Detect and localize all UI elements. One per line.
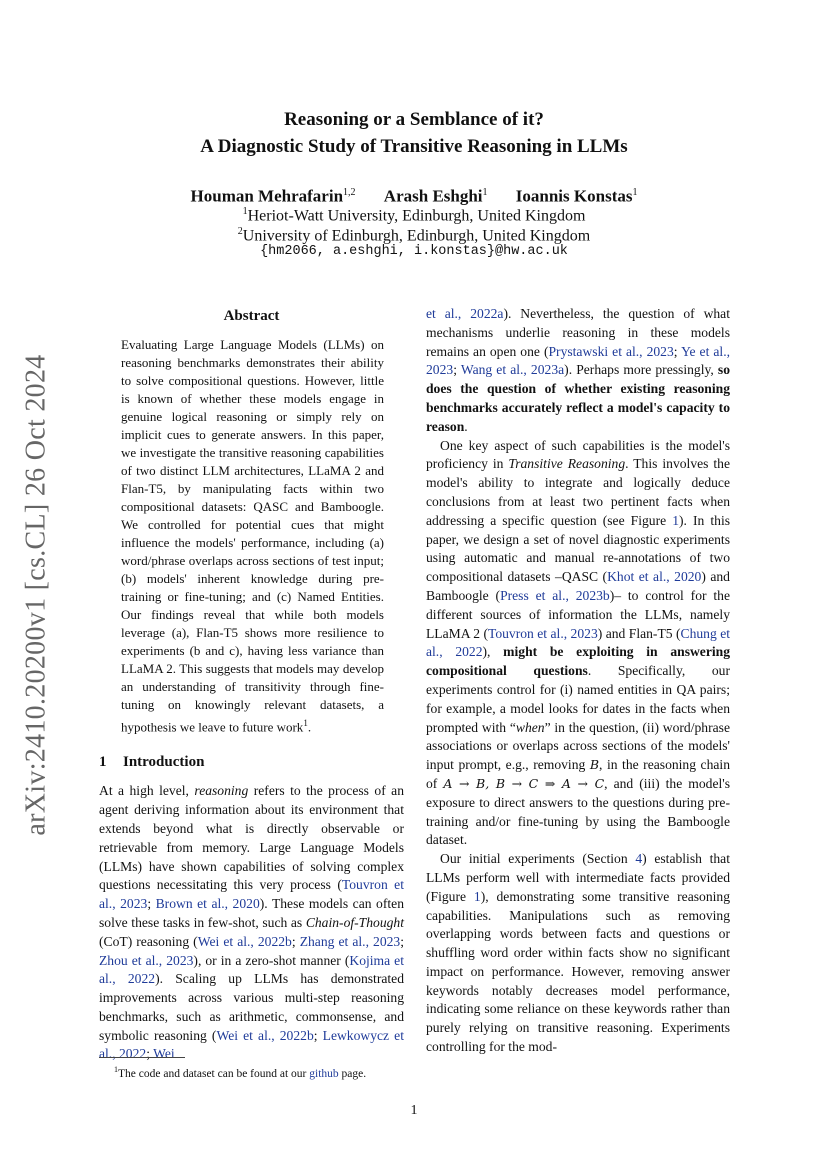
citation-separator: ; [291,933,300,949]
section-heading-introduction [99,752,404,772]
citation-link[interactable]: Kojima et al., 2022 [99,952,404,987]
arxiv-stamp [12,354,62,836]
abstract-body: Evaluating Large Language Models (LLMs) on reasoning benchmarks demonstrates their ability to solve compositional questions. However, little is known of whether these models engage in genuine logical reasoning or simply rely on implicit cues to generate answers. In this paper, we investigate the transitive reasoning capabilities of two distinct LLM architectures, LLaMA 2 and Flan-T5, by manipulating facts within two compositional datasets: QASC and Bamboogle. We controlled for potential cues that might influence the models' performance, including (a) word/phrase overlaps across sections of test input; (b) models' inherent knowledge during pre-training or fine-tuning; and (c) Named Entities. Our findings reveal that while both models leverage (a), Flan-T5 shows more resilience to experiments (b and c), having less variance than LLaMA 2. This suggests that models may develop an understanding of transitivity through fine-tuning on knowingly relevant datasets, a hypothesis we leave to future work$^1$. [121,337,384,735]
paragraph-text: refers to the process of an agent deriving information about its environment that extends beyond what is directly observable or retrievable from memory. Large Language Models (LLMs) have shown capabilities of solving complex questions necessitating this very process ( [99,783,404,893]
affiliation-number: 1 [242,206,248,217]
citation-link[interactable]: Ye et al., 2023 [426,343,730,378]
citation-link[interactable]: Chung et al., 2022 [426,625,731,660]
paragraph-text: ), [482,644,491,660]
author-affiliation-marker: 1,2 [343,187,356,198]
section-reference-link[interactable]: 4 [635,851,643,867]
citation-link[interactable]: Touvron et al., 2023 [99,877,404,912]
paragraph-text: At a high level, [99,783,189,799]
citation-link[interactable]: Zhou et al., 2023 [99,952,194,968]
paragraph-text: , in the reasoning chain of [426,757,730,791]
paragraph-text: , and (iii) the model's exposure to direct answers to the questions during pre-training and/or fine-tuning by using the Bamboogle dataset. [426,775,730,848]
citation-link[interactable]: Wei et al., 2022b [216,1027,314,1043]
paragraph-text: ). Nevertheless, the question of what mechanisms underlie reasoning in these models remains an open one ( [426,306,730,359]
intro-paragraph-continued [426,305,730,437]
paragraph-text: . This involves the model's ability to integrate and logically deduce conclusions from at least two pertinent facts when addressing a specific question (see Figure [426,456,731,528]
abstract-text: Evaluating Large Language Models (LLMs) on reasoning benchmarks demonstrates their ability to solve compositional questions. However, little is known of whether these models engage in genuine logical reasoning or simply rely on implicit cues to generate answers. In this paper, we investigate the transitive reasoning capabilities of two distinct LLM architectures, LLaMA 2 and Flan-T5, by manipulating facts within two compositional datasets: QASC and Bamboogle. We controlled for potential cues that might influence the models' performance, including (a) word/phrase overlaps across sections of test input; (b) models' inherent knowledge during pre-training or fine-tuning; and (c) Named Entities. Our findings reveal that while both models leverage (a), Flan-T5 shows more resilience to experiments (b and c), having less variance than LLaMA 2. This suggests that models may develop an understanding of transitivity through fine-tuning on knowingly relevant datasets, a hypothesis we leave to future work [121,337,384,735]
intro-paragraph-1 [99,782,404,1064]
paragraph-text: (CoT) reasoning ( [99,933,198,949]
section-number: 1 [99,754,107,771]
citation-link[interactable]: Prystawski et al., 2023 [548,343,674,359]
author-affiliation-marker: 1 [482,187,488,198]
citation-link[interactable]: Zhang et al., 2023 [299,933,401,949]
paper-title-line-2: A Diagnostic Study of Transitive Reasoning in LLMs [200,136,628,157]
figure-reference-link[interactable]: 1 [672,512,680,528]
paragraph-text: ), demonstrating some transitive reasoning capabilities. Manipulations such as removing overlapping words between facts and questions or shuffling word order within facts show no significant impact on performance. However, removing answer keywords notably decreases model performance, indicating some reliance on these keywords rather than purely relying on transitive reasoning. Experiments controlling for the mod- [426,888,730,1055]
section-title: Introduction [123,754,205,771]
citation-link[interactable]: Press et al., 2023b [500,587,610,603]
affiliation-text: University of Edinburgh, Edinburgh, United Kingdom [242,227,591,245]
paragraph-text: ” in the question, (ii) word/phrase associations or overlaps across sections of the models' input prompt, e.g., removing [426,719,730,773]
intro-paragraph-3 [426,850,730,1057]
citation-link[interactable]: Lewkowycz et al., 2022 [99,1027,404,1062]
abstract-heading: Abstract [223,308,280,324]
citation-link[interactable]: Wei [153,1046,175,1062]
citation-link[interactable]: et al., 2022a [426,306,504,321]
paragraph-text: ). Scaling up LLMs has demonstrated improvements across various multi-step reasoning benchmarks, such as arithmetic, commonsense, and symbolic reasoning ( [99,971,404,1043]
footnote [114,1063,414,1081]
citation-separator: ; [453,362,461,378]
citation-separator: ; [673,343,682,359]
footnote-divider [99,1057,185,1058]
left-column [99,306,404,1064]
citation-separator: ; [146,1046,154,1062]
author-name: Ioannis Konstas [515,186,633,206]
citation-link[interactable]: Brown et al., 2020 [155,896,260,912]
citation-link[interactable]: Wei et al., 2022b [197,933,292,949]
citation-link[interactable]: Touvron et al., 2023 [487,625,598,641]
right-column [426,305,730,1057]
bold-statement: so does the question of whether existing reasoning benchmarks accurately reflect a model's capacity to reason [426,362,730,434]
citation-link[interactable]: Wang et al., 2023a [460,362,565,378]
paper-title-line-1: Reasoning or a Semblance of it? [284,109,544,130]
paragraph-text: . Specifically, our experiments control for (i) named entities in QA pairs; for example, a model looks for dates in the facts when prompted with “ [426,663,730,735]
intro-paragraph-2 [426,437,730,851]
arxiv-id: arXiv:2410.20200v1 [cs.CL] 26 Oct 2024 [21,354,52,836]
emphasized-term: reasoning [194,783,249,799]
paragraph-text: ) establish that LLMs perform well with intermediate facts provided (Figure [426,851,730,904]
github-link[interactable]: github [309,1067,339,1080]
author-name: Arash Eshghi [383,186,483,206]
footnote-text: The code and dataset can be found at our [118,1067,307,1080]
bold-statement: might be exploiting in answering compositional questions [426,644,730,679]
math-variable: B [589,757,600,773]
author-emails: {hm2066, a.eshghi, i.konstas}@hw.ac.uk [260,244,568,259]
author-affiliation-marker: 1 [632,187,638,198]
emphasized-term: when [515,719,545,735]
affiliation-number: 2 [237,226,243,237]
paragraph-text: ). These models can often solve these tasks in few-shot, such as [99,896,404,930]
paragraph-text: )– to control for the different sources of information the LLMs, namely LLaMA 2 ( [426,587,730,641]
page-number: 1 [410,1103,418,1118]
figure-reference-link[interactable]: 1 [473,888,481,904]
footnote-text-end: page. [341,1067,367,1080]
paragraph-text: One key aspect of such capabilities is the model's proficiency in [426,437,730,472]
emphasized-term: Transitive Reasoning [508,456,626,472]
citation-separator: ; [313,1027,323,1043]
paragraph-text: ). In this paper, we design a set of novel diagnostic experiments using automatic and manual re-annotations of two compositional datasets –QASC ( [426,512,731,585]
citation-separator: ; [400,933,404,949]
affiliation-text: Heriot-Watt University, Edinburgh, United Kingdom [247,207,586,225]
paragraph-text: ) and Bamboogle ( [426,569,730,603]
paragraph-text: ) and Flan-T5 ( [597,625,681,641]
paragraph-text: ). Perhaps more pressingly, [564,362,714,378]
emphasized-term: Chain-of-Thought [305,914,404,930]
footnote-marker[interactable]: 1 [303,718,308,728]
math-expression: A → B, B → C ⇒ A → C [443,775,605,791]
paragraph-text: ), or in a zero-shot manner ( [193,952,350,968]
paragraph-text: Our initial experiments (Section [440,851,628,867]
citation-link[interactable]: Khot et al., 2020 [607,569,702,585]
paragraph-text: . [464,418,468,434]
footnote-number: 1 [114,1065,118,1074]
citation-separator: ; [147,896,156,912]
author-name: Houman Mehrafarin [190,186,344,206]
